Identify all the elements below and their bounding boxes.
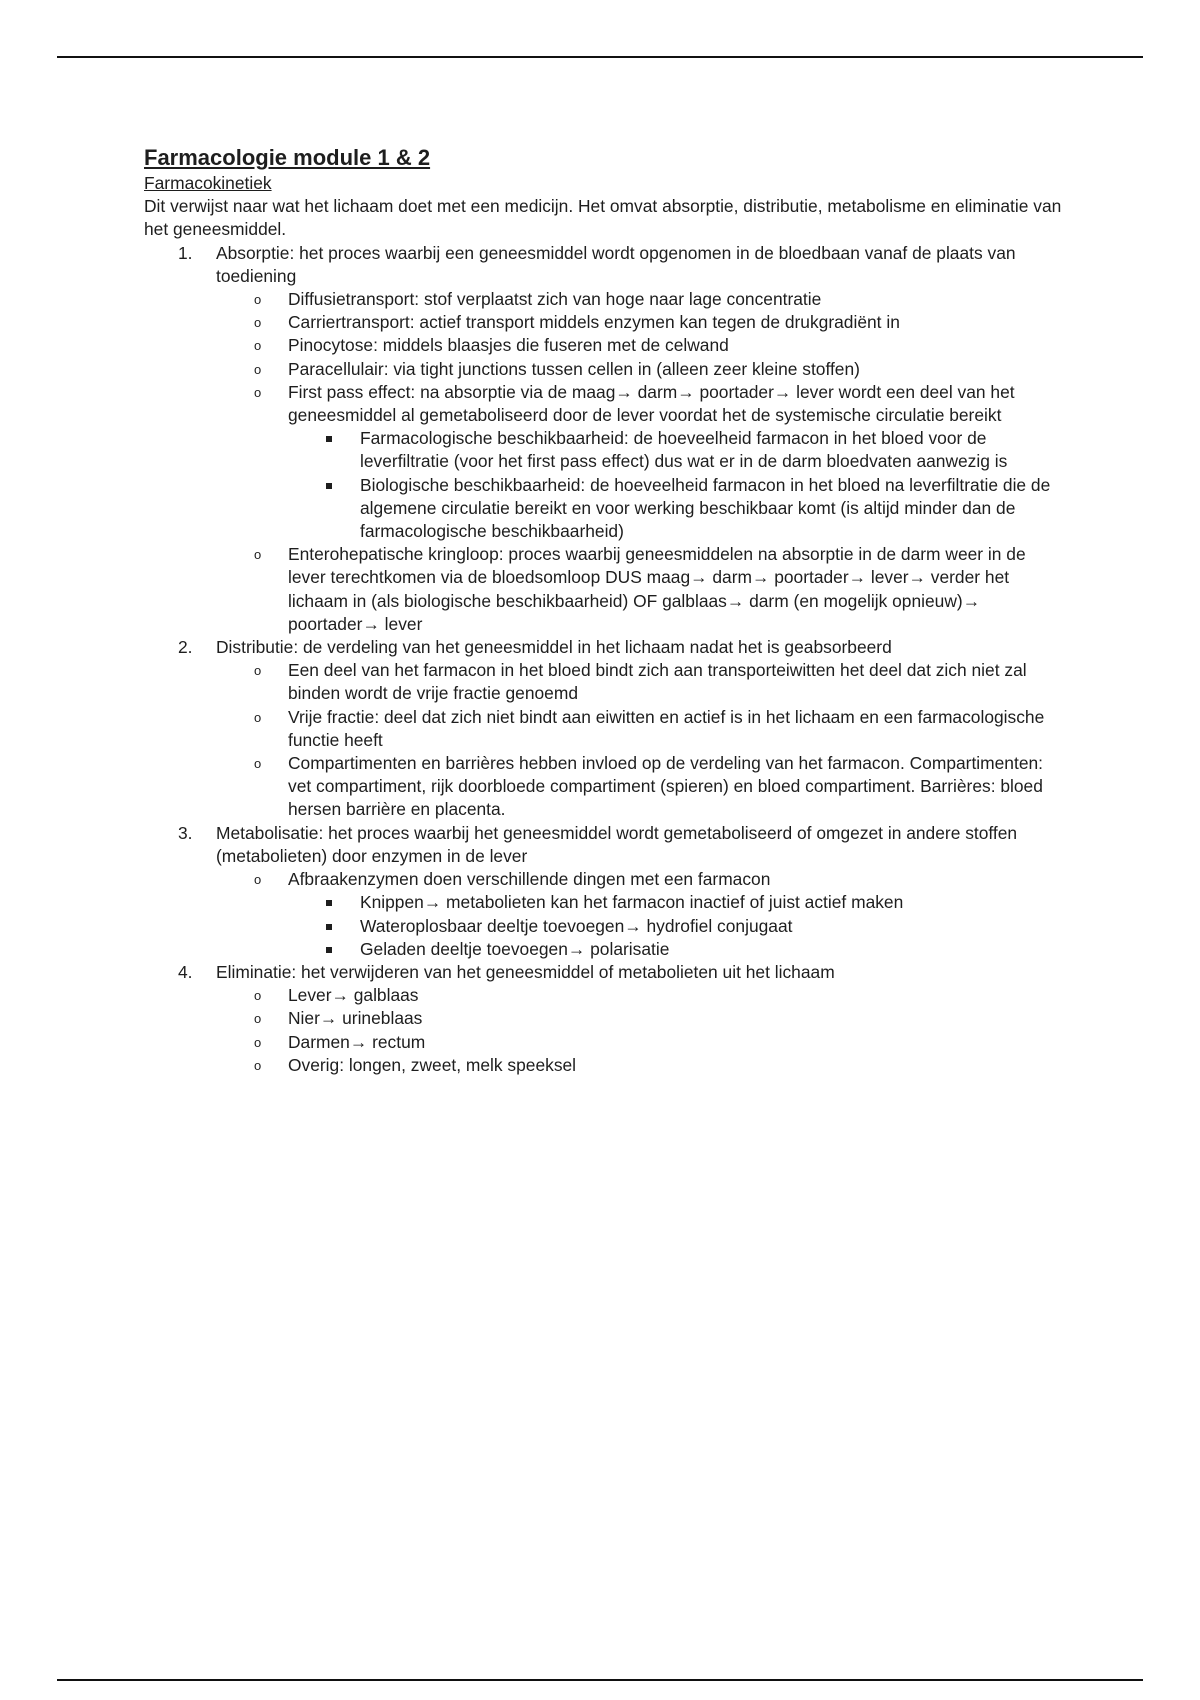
- sublist-item: [216, 1007, 1064, 1030]
- nested-sublist: [288, 891, 1064, 961]
- section-number: 3.: [178, 822, 193, 843]
- section-text: Absorptie: het proces waarbij een geneesmiddel wordt opgenomen in de bloedbaan vanaf de plaats van toediening: [216, 242, 1016, 286]
- hollow-bullet-icon: o: [254, 292, 262, 308]
- sublist-item-text: Enterohepatische kringloop: proces waarbij geneesmiddelen na absorptie in de darm weer in de lever terechtkomen via de bloedsomloop DUS maag→ darm→ poortader→ lever→ verder het lichaam in (als biologische beschikbaarheid) OF galblaas→ darm (en mogelijk opnieuw)→ poortader→ lever: [288, 544, 1026, 634]
- sublist-item: [216, 752, 1064, 822]
- square-bullet-icon: [326, 900, 332, 906]
- sublist-item-text: Een deel van het farmacon in het bloed bindt zich aan transporteiwitten het deel dat zich niet zal binden wordt de vrije fractie genoemd: [288, 660, 1027, 704]
- hollow-bullet-icon: o: [254, 756, 262, 772]
- nested-sublist-item: [288, 915, 1064, 938]
- square-bullet-icon: [326, 924, 332, 930]
- sublist-item-text: Lever→ galblaas: [288, 985, 419, 1006]
- hollow-bullet-icon: o: [254, 1057, 262, 1073]
- sublist-item-text: Carriertransport: actief transport middels enzymen kan tegen de drukgradiënt in: [288, 312, 900, 333]
- hollow-bullet-icon: o: [254, 988, 262, 1004]
- sublist-item: [216, 1054, 1064, 1077]
- square-bullet-icon: [326, 436, 332, 442]
- section-item: [144, 636, 1064, 822]
- sublist-item-text: Compartimenten en barrières hebben invloed op de verdeling van het farmacon. Compartimenten: vet compartiment, rijk doorbloede compartiment (spieren) en bloed compartiment. Barrières: bloed hersen barrière en placenta.: [288, 753, 1043, 820]
- sublist-item-text: Diffusietransport: stof verplaatst zich van hoge naar lage concentratie: [288, 289, 822, 310]
- nested-sublist-item: [288, 427, 1064, 473]
- header-rule: [57, 56, 1143, 58]
- nested-sublist-item-text: Biologische beschikbaarheid: de hoeveelheid farmacon in het bloed na leverfiltratie die de algemene circulatie bereikt en voor werking beschikbaar komt (is altijd minder dan de farmacologische beschikbaarheid): [360, 474, 1051, 542]
- sublist-item: [216, 868, 1064, 961]
- nested-sublist-item-text: Wateroplosbaar deeltje toevoegen→ hydrofiel conjugaat: [360, 915, 793, 936]
- sublist-item: [216, 288, 1064, 311]
- section-text: Eliminatie: het verwijderen van het geneesmiddel of metabolieten uit het lichaam: [216, 961, 835, 982]
- hollow-bullet-icon: o: [254, 338, 262, 354]
- sublist-item: [216, 311, 1064, 334]
- section-item: [144, 822, 1064, 961]
- page-title: Farmacologie module 1 & 2: [144, 145, 431, 170]
- square-bullet-icon: [326, 947, 332, 953]
- footer-rule: [57, 1679, 1143, 1681]
- hollow-bullet-icon: o: [254, 361, 262, 377]
- sublist-item-text: Nier→ urineblaas: [288, 1008, 423, 1029]
- sublist-item: [216, 659, 1064, 705]
- nested-sublist: [288, 427, 1064, 543]
- nested-sublist-item: [288, 474, 1064, 544]
- hollow-bullet-icon: o: [254, 1011, 262, 1027]
- document-body: [144, 144, 1064, 1077]
- section-text: Metabolisatie: het proces waarbij het geneesmiddel wordt gemetaboliseerd of omgezet in andere stoffen (metabolieten) door enzymen in de lever: [216, 822, 1018, 866]
- sublist-item: [216, 706, 1064, 752]
- main-list: [144, 242, 1064, 1077]
- sublist-item: [216, 543, 1064, 636]
- nested-sublist-item: [288, 891, 1064, 914]
- hollow-bullet-icon: o: [254, 663, 262, 679]
- intro-paragraph: Dit verwijst naar wat het lichaam doet met een medicijn. Het omvat absorptie, distributie, metabolisme en eliminatie van het geneesmiddel.: [144, 196, 1062, 240]
- hollow-bullet-icon: o: [254, 1034, 262, 1050]
- sublist-item: [216, 1031, 1064, 1054]
- section-item: [144, 242, 1064, 636]
- section-number: 1.: [178, 242, 193, 263]
- nested-sublist-item: [288, 938, 1064, 961]
- hollow-bullet-icon: o: [254, 384, 262, 400]
- hollow-bullet-icon: o: [254, 547, 262, 563]
- section-number: 4.: [178, 961, 193, 982]
- sublist-item-text: Overig: longen, zweet, melk speeksel: [288, 1054, 577, 1075]
- section-subtitle: Farmacokinetiek: [144, 173, 272, 193]
- sublist-item-text: Afbraakenzymen doen verschillende dingen met een farmacon: [288, 869, 771, 890]
- square-bullet-icon: [326, 483, 332, 489]
- sublist: [216, 659, 1064, 821]
- sublist: [216, 984, 1064, 1077]
- sublist-item: [216, 358, 1064, 381]
- sublist: [216, 288, 1064, 636]
- sublist-item: [216, 381, 1064, 543]
- nested-sublist-item-text: Geladen deeltje toevoegen→ polarisatie: [360, 938, 670, 959]
- hollow-bullet-icon: o: [254, 315, 262, 331]
- hollow-bullet-icon: o: [254, 872, 262, 888]
- sublist-item-text: First pass effect: na absorptie via de maag→ darm→ poortader→ lever wordt een deel van het geneesmiddel al gemetaboliseerd door de lever voordat het de systemische circulatie bereikt: [288, 381, 1015, 426]
- nested-sublist-item-text: Farmacologische beschikbaarheid: de hoeveelheid farmacon in het bloed voor de leverfiltratie (voor het first pass effect) dus wat er in de darm bloedvaten aanwezig is: [360, 428, 1008, 472]
- sublist-item: [216, 984, 1064, 1007]
- section-text: Distributie: de verdeling van het geneesmiddel in het lichaam nadat het is geabsorbeerd: [216, 637, 892, 658]
- section-number: 2.: [178, 637, 193, 658]
- sublist-item-text: Vrije fractie: deel dat zich niet bindt aan eiwitten en actief is in het lichaam en een farmacologische functie heeft: [288, 706, 1045, 750]
- sublist-item-text: Pinocytose: middels blaasjes die fuseren met de celwand: [288, 335, 729, 356]
- hollow-bullet-icon: o: [254, 709, 262, 725]
- sublist: [216, 868, 1064, 961]
- nested-sublist-item-text: Knippen→ metabolieten kan het farmacon inactief of juist actief maken: [360, 892, 904, 913]
- sublist-item-text: Paracellulair: via tight junctions tussen cellen in (alleen zeer kleine stoffen): [288, 358, 860, 379]
- section-item: [144, 961, 1064, 1077]
- sublist-item-text: Darmen→ rectum: [288, 1031, 426, 1052]
- sublist-item: [216, 334, 1064, 357]
